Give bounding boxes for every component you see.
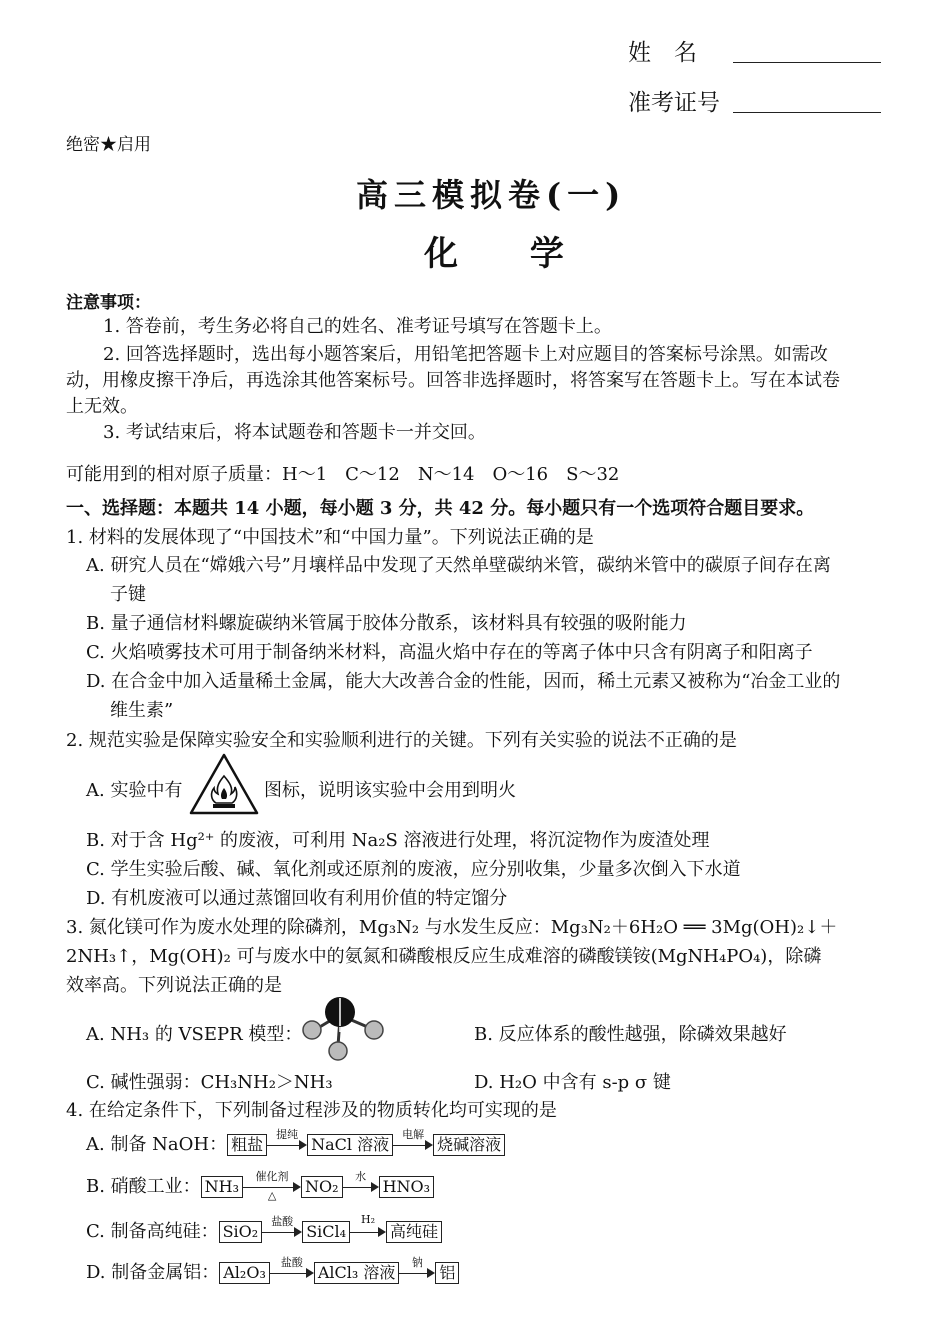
notice-item: 2. 回答选择题时，选出每小题答案后，用铅笔把答题卡上对应题目的答案标号涂黑。如需改 [103,344,828,365]
question-4-stem: 4. 在给定条件下，下列制备过程涉及的物质转化均可实现的是 [66,1100,557,1121]
exam-id-label: 准考证号 [628,90,720,116]
q1-option-d: D. 在合金中加入适量稀土金属，能大大改善合金的性能，因而，稀土元素又被称为“冶金工业的 [86,671,841,692]
q4-c-substance-1: SiO₂ [219,1221,263,1243]
q1-option-d-cont: 维生素” [110,700,174,721]
notice-item: 动，用橡皮擦干净后，再选涂其他答案标号。回答非选择题时，将答案写在答题卡上。写在本试卷 [66,370,840,391]
q1-option-b: B. 量子通信材料螺旋碳纳米管属于胶体分散系，该材料具有较强的吸附能力 [86,613,687,634]
q2-option-a-text: 图标，说明该实验中会用到明火 [264,780,516,801]
notice-item: 3. 考试结束后，将本试题卷和答题卡一并交回。 [103,422,486,443]
q4-c-label: C. 制备高纯硅： [86,1221,219,1242]
q4-option-c [86,1213,442,1243]
q4-b-arrow-2: 水 [343,1176,379,1198]
question-2-stem: 2. 规范实验是保障实验安全和实验顺利进行的关键。下列有关实验的说法不正确的是 [66,730,737,751]
q4-option-d [86,1258,459,1284]
q4-d-arrow-2: 钠 [399,1262,435,1284]
q4-b-arrow-1: 催化剂 △ [243,1176,301,1198]
notice-item: 上无效。 [66,396,138,417]
q4-a-substance-2: NaCl 溶液 [307,1134,393,1156]
q4-c-arrow-1: 盐酸 [262,1221,302,1243]
q4-a-arrow-2: 电解 [393,1134,433,1156]
question-1-stem: 1. 材料的发展体现了“中国技术”和“中国力量”。下列说法正确的是 [66,527,594,548]
q4-a-substance-1: 粗盐 [227,1134,267,1156]
question-3-line1: 3. 氮化镁可作为废水处理的除磷剂，Mg₃N₂ 与水发生反应：Mg₃N₂＋6H₂O ══ 3Mg(OH)₂↓＋ [66,917,838,938]
q3-option-c: C. 碱性强弱：CH₃NH₂＞NH₃ [86,1072,333,1093]
open-flame-warning-icon [188,752,260,816]
paper-title: 高三模拟卷(一) [356,176,627,214]
section-heading: 一、选择题：本题共 14 小题，每小题 3 分，共 42 分。每小题只有一个选项符合题目要求。 [66,498,815,519]
notice-heading: 注意事项： [66,293,151,313]
q4-a-substance-3: 烧碱溶液 [433,1134,505,1156]
q2-option-b: B. 对于含 Hg²⁺ 的废液，可利用 Na₂S 溶液进行处理，将沉淀物作为废渣处理 [86,830,710,851]
q4-option-b [86,1170,434,1202]
q4-d-label: D. 制备金属铝： [86,1262,220,1283]
atomic-masses: 可能用到的相对原子质量：H～1 C～12 N～14 O～16 S～32 [66,464,620,485]
name-label: 姓 名 [628,40,697,66]
q4-a-arrow-1: 提纯 [267,1134,307,1156]
q4-d-substance-2: AlCl₃ 溶液 [314,1262,400,1284]
q3-option-a: A. NH₃ 的 VSEPR 模型： [86,1024,303,1045]
q4-c-arrow-2: H₂ [350,1221,386,1243]
q4-d-substance-1: Al₂O₃ [219,1262,270,1284]
question-3-line2: 2NH₃↑，Mg(OH)₂ 可与废水中的氨氮和磷酸根反应生成难溶的磷酸镁铵(MgNH₄PO₄)，除磷 [66,946,822,967]
q1-option-c: C. 火焰喷雾技术可用于制备纳米材料，高温火焰中存在的等离子体中只含有阴离子和阳离子 [86,642,813,663]
question-3-line3: 效率高。下列说法正确的是 [66,975,282,996]
q4-a-label: A. 制备 NaOH： [86,1134,228,1155]
q1-option-a: A. 研究人员在“嫦娥六号”月壤样品中发现了天然单壁碳纳米管，碳纳米管中的碳原子间存在离 [86,555,831,576]
q1-option-a-cont: 子键 [110,584,146,605]
subject-title: 化 学 [424,234,594,274]
q2-option-c: C. 学生实验后酸、碱、氧化剂或还原剂的废液，应分别收集，少量多次倒入下水道 [86,859,741,880]
q3-option-d: D. H₂O 中含有 s-p σ 键 [474,1072,671,1093]
q4-b-substance-1: NH₃ [201,1176,243,1198]
q2-option-d: D. 有机废液可以通过蒸馏回收有利用价值的特定馏分 [86,888,508,909]
notice-item: 1. 答卷前，考生务必将自己的姓名、准考证号填写在答题卡上。 [103,316,612,337]
secret-mark: 绝密★启用 [66,135,151,155]
q4-c-substance-3: 高纯硅 [386,1221,442,1243]
exam-id-blank [733,112,881,113]
q2-option-a: A. 实验中有 [86,780,183,801]
q4-d-substance-3: 铝 [435,1262,459,1284]
q4-b-substance-3: HNO₃ [379,1176,434,1198]
name-blank [733,62,881,63]
q4-d-arrow-1: 盐酸 [270,1262,314,1284]
q3-option-b: B. 反应体系的酸性越强，除磷效果越好 [474,1024,787,1045]
q4-b-substance-2: NO₂ [301,1176,343,1198]
q4-c-substance-2: SiCl₄ [302,1221,350,1243]
q4-b-label: B. 硝酸工业： [86,1176,201,1197]
vsepr-model-diagram [290,996,390,1062]
q4-option-a [86,1130,505,1156]
